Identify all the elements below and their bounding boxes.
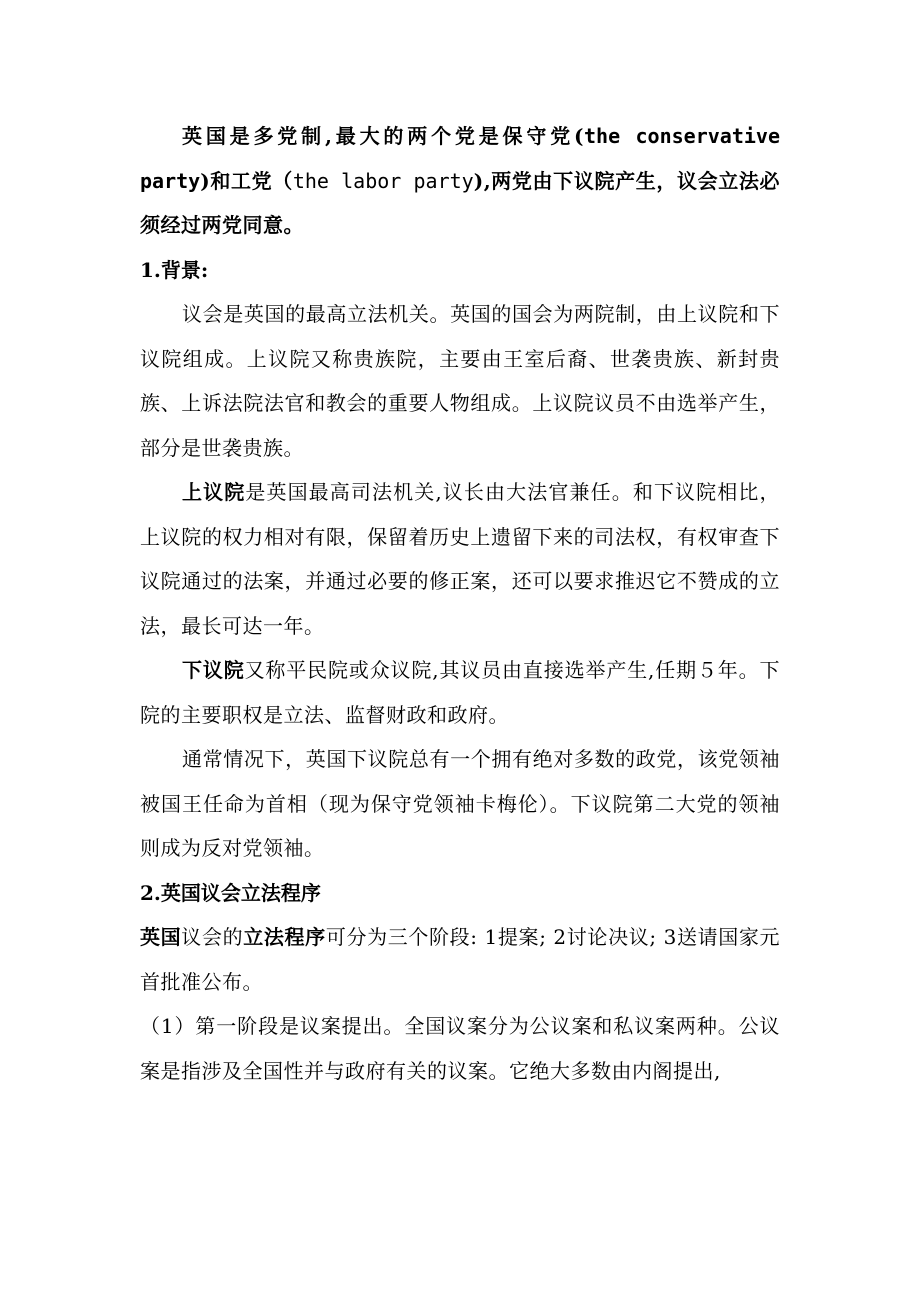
britain-term: 英国	[140, 925, 182, 949]
section1-paragraph-2	[140, 470, 780, 648]
intro-text-2: )和工党（	[200, 168, 293, 193]
intro-paragraph	[140, 114, 780, 248]
section2-heading: 2.英国议会立法程序	[140, 880, 321, 905]
section2-paragraph-1-text-2: 可分为三个阶段: 1提案; 2讨论决议; 3送请国家元首批准公布。	[140, 925, 781, 994]
section1-heading: 1.背景:	[140, 257, 209, 282]
section1-paragraph-1: 议会是英国的最高立法机关。英国的国会为两院制，由上议院和下议院组成。上议院又称贵族院，主要由王室后裔、世袭贵族、新封贵族、上诉法院法官和教会的重要人物组成。上议院议员不由选举产生，部分是世袭贵族。	[140, 302, 780, 460]
upper-house-term: 上议院	[182, 480, 246, 504]
section1-paragraph-3-text: 又称平民院或众议院,其议员由直接选举产生,任期５年。下院的主要职权是立法、监督财政和政府。	[140, 658, 781, 727]
section1-paragraph-2-text: 是英国最高司法机关,议长由大法官兼任。和下议院相比，上议院的权力相对有限，保留着历史上遗留下来的司法权，有权审查下议院通过的法案，并通过必要的修正案，还可以要求推迟它不赞成的立法，最长可达一年。	[140, 480, 781, 638]
section1-paragraph-3	[140, 648, 780, 737]
legislative-procedure-term: 立法程序	[243, 925, 326, 949]
intro-text-3: ),两党由下议院产生，议会立法必须经过两党同意。	[140, 168, 780, 237]
document-page	[140, 114, 780, 1093]
section2-paragraph-1-text-1: 议会的	[181, 925, 244, 949]
section2-paragraph-2: （1）第一阶段是议案提出。全国议案分为公议案和私议案两种。公议案是指涉及全国性并与政府有关的议案。它绝大多数由内阁提出,	[140, 1014, 780, 1083]
intro-english-1: the conservative party	[140, 124, 780, 193]
intro-english-2: the labor party	[292, 168, 474, 193]
intro-text-1: 英国是多党制,最大的两个党是保守党(	[182, 124, 585, 148]
section1-paragraph-4: 通常情况下，英国下议院总有一个拥有绝对多数的政党，该党领袖被国王任命为首相（现为保守党领袖卡梅伦）。下议院第二大党的领袖则成为反对党领袖。	[140, 747, 780, 860]
section2-paragraph-1	[140, 915, 780, 1004]
lower-house-term: 下议院	[182, 658, 245, 682]
